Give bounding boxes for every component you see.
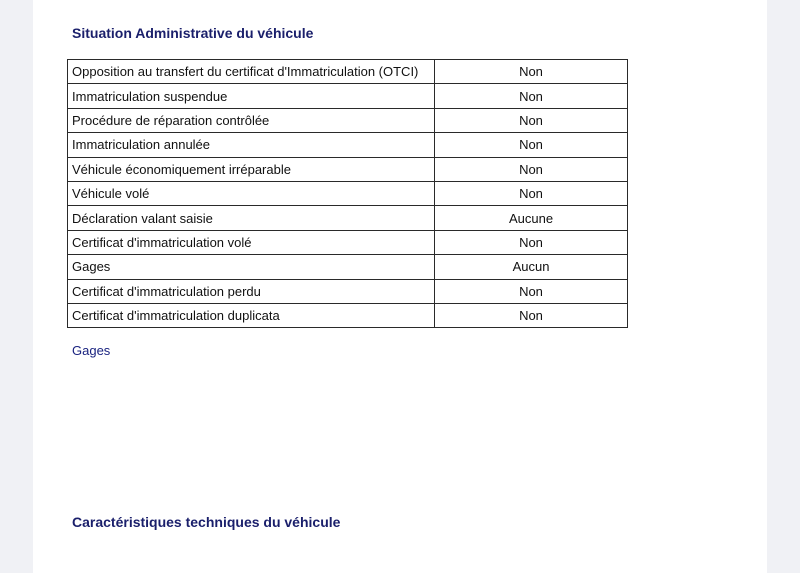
document-page (33, 0, 767, 573)
table-row (68, 84, 628, 108)
row-label: Certificat d'immatriculation duplicata (68, 303, 435, 327)
row-value: Non (435, 84, 628, 108)
administrative-status-table (67, 59, 628, 328)
row-label: Immatriculation annulée (68, 133, 435, 157)
row-label: Immatriculation suspendue (68, 84, 435, 108)
gages-link[interactable]: Gages (72, 343, 111, 358)
row-value: Non (435, 60, 628, 84)
table-row (68, 157, 628, 181)
table-row (68, 255, 628, 279)
row-label: Véhicule économiquement irréparable (68, 157, 435, 181)
row-label: Véhicule volé (68, 181, 435, 205)
row-value: Non (435, 133, 628, 157)
row-value: Aucun (435, 255, 628, 279)
row-label: Opposition au transfert du certificat d'Immatriculation (OTCI) (68, 60, 435, 84)
table-row (68, 230, 628, 254)
row-label: Déclaration valant saisie (68, 206, 435, 230)
row-value: Non (435, 181, 628, 205)
table-row (68, 181, 628, 205)
row-value: Non (435, 279, 628, 303)
row-label: Procédure de réparation contrôlée (68, 108, 435, 132)
table-row (68, 303, 628, 327)
row-value: Aucune (435, 206, 628, 230)
table-row (68, 60, 628, 84)
table-row (68, 108, 628, 132)
table-row (68, 279, 628, 303)
row-value: Non (435, 230, 628, 254)
row-label: Certificat d'immatriculation perdu (68, 279, 435, 303)
row-label: Certificat d'immatriculation volé (68, 230, 435, 254)
section-title-technical: Caractéristiques techniques du véhicule (72, 514, 341, 530)
section-title-administrative: Situation Administrative du véhicule (72, 25, 314, 41)
row-value: Non (435, 108, 628, 132)
row-label: Gages (68, 255, 435, 279)
row-value: Non (435, 303, 628, 327)
row-value: Non (435, 157, 628, 181)
table-row (68, 206, 628, 230)
table-row (68, 133, 628, 157)
